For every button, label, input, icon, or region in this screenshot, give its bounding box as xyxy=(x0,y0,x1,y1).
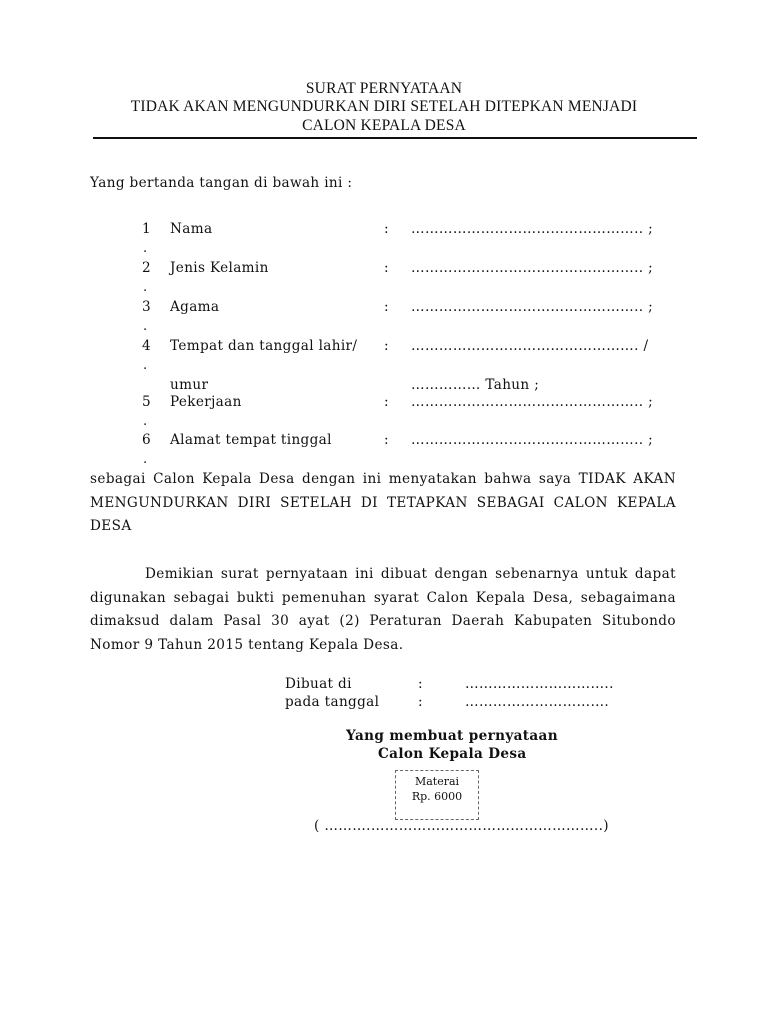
field-label-pekerjaan: Pekerjaan xyxy=(170,394,242,410)
pada-tanggal-label: pada tanggal xyxy=(285,694,380,710)
dibuat-di-value: ………………………….. xyxy=(465,676,614,692)
field-number: 6 xyxy=(142,432,151,448)
signature-title: Yang membuat pernyataan xyxy=(346,728,558,744)
field-colon: : xyxy=(384,338,389,354)
field-colon: : xyxy=(384,260,389,276)
field-label-jenis-kelamin: Jenis Kelamin xyxy=(170,260,269,276)
stamp-label: Materai xyxy=(414,775,460,788)
field-number-dot: . xyxy=(143,358,148,373)
pada-tanggal-value: …………………………. xyxy=(465,694,610,710)
closing-line: Demikian surat pernyataan ini dibuat dengan sebenarnya untuk dapat xyxy=(145,566,676,582)
field-value-nama: ………………………………………….. ; xyxy=(411,221,654,237)
signature-role: Calon Kepala Desa xyxy=(378,746,527,762)
field-number-dot: . xyxy=(143,414,148,429)
field-label-agama: Agama xyxy=(170,299,220,315)
signature-name-placeholder: ( ……….…………………………………………..) xyxy=(314,818,609,834)
dibuat-di-colon: : xyxy=(418,676,423,692)
statement-paragraph xyxy=(90,468,676,539)
field-label-tempat-tanggal-lahir: Tempat dan tanggal lahir/ xyxy=(170,338,358,354)
field-label-umur: umur xyxy=(170,377,209,393)
dibuat-di-label: Dibuat di xyxy=(285,676,352,692)
pada-tanggal-colon: : xyxy=(418,694,423,710)
field-value-pekerjaan: ………………………………………….. ; xyxy=(411,394,654,410)
field-colon: : xyxy=(384,299,389,315)
field-number: 4 xyxy=(142,338,151,354)
field-number-dot: . xyxy=(143,452,148,467)
document-subtitle-line2: CALON KEPALA DESA xyxy=(302,117,466,134)
field-number: 2 xyxy=(142,260,151,276)
closing-line: dimaksud dalam Pasal 30 ayat (2) Peraturan Daerah Kabupaten Situbondo xyxy=(90,613,676,629)
stamp-box xyxy=(395,770,479,820)
closing-paragraph xyxy=(90,563,676,657)
field-number: 3 xyxy=(142,299,151,315)
field-value-jenis-kelamin: ………………………………………….. ; xyxy=(411,260,654,276)
field-colon: : xyxy=(384,432,389,448)
field-value-tempat-tanggal-lahir: …………………………………………. / xyxy=(411,338,649,354)
header-divider xyxy=(93,137,697,139)
statement-line: sebagai Calon Kepala Desa dengan ini menyatakan bahwa saya TIDAK AKAN xyxy=(90,471,676,487)
field-label-alamat: Alamat tempat tinggal xyxy=(170,432,332,448)
field-number-dot: . xyxy=(143,280,148,295)
field-number: 5 xyxy=(142,394,151,410)
field-number-dot: . xyxy=(143,319,148,334)
field-number: 1 xyxy=(142,221,151,237)
statement-line: DESA xyxy=(90,518,132,534)
field-value-alamat: ………………………………………….. ; xyxy=(411,432,654,448)
field-colon: : xyxy=(384,221,389,237)
statement-line: MENGUNDURKAN DIRI SETELAH DI TETAPKAN SEBAGAI CALON KEPALA xyxy=(90,494,676,511)
field-colon: : xyxy=(384,394,389,410)
closing-line: digunakan sebagai bukti pemenuhan syarat Calon Kepala Desa, sebagaimana xyxy=(90,589,676,606)
closing-line: Nomor 9 Tahun 2015 tentang Kepala Desa. xyxy=(90,636,404,653)
field-value-agama: ………………………………………….. ; xyxy=(411,299,654,315)
document-title: SURAT PERNYATAAN xyxy=(305,80,463,97)
stamp-amount: Rp. 6000 xyxy=(411,790,463,803)
field-number-dot: . xyxy=(143,241,148,256)
intro-text: Yang bertanda tangan di bawah ini : xyxy=(90,175,353,191)
field-value-umur: …………… Tahun ; xyxy=(411,377,540,393)
field-label-nama: Nama xyxy=(170,221,213,237)
document-subtitle-line1: TIDAK AKAN MENGUNDURKAN DIRI SETELAH DITEPKAN MENJADI xyxy=(130,98,638,115)
